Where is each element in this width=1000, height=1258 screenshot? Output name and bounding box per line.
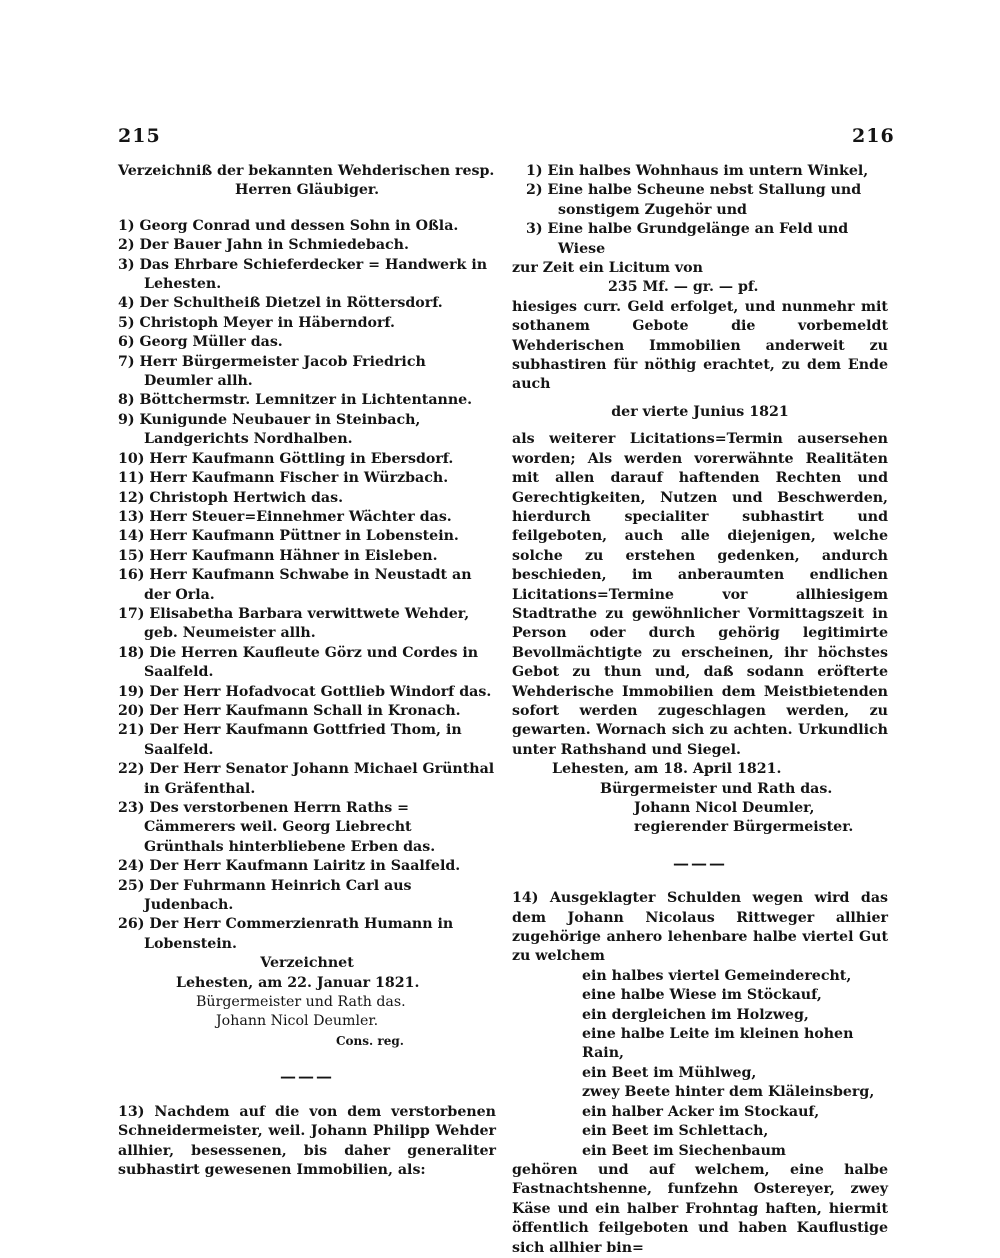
- creditor-entry: 6) Georg Müller das.: [118, 334, 283, 351]
- notice-13: 13) Nachdem auf die von dem verstorbenen Schneidermeister, weil. Johann Philipp Wehder allhier, besessenen, bis daher generaliter subhastirt gewesenen Immobilien, als:: [118, 1103, 496, 1178]
- holding-part: eine halbe Wiese im Stöckauf,: [582, 987, 822, 1004]
- creditor-entry: 22) Der Herr Senator Johann Michael Grünthal in Gräfenthal.: [118, 761, 495, 797]
- creditor-entry: 23) Des verstorbenen Herrn Raths = Cämmerers weil. Georg Liebrecht Grünthals hinterbliebene Erben das.: [118, 800, 436, 855]
- creditor-entry: 21) Der Herr Kaufmann Gottfried Thom, in Saalfeld.: [118, 722, 462, 758]
- section-divider-right: ———: [673, 853, 727, 873]
- creditor-entry: 4) Der Schultheiß Dietzel in Röttersdorf.: [118, 295, 443, 312]
- creditor-entry: 25) Der Fuhrmann Heinrich Carl aus Judenbach.: [118, 877, 412, 914]
- creditor-entry: 12) Christoph Hertwich das.: [118, 489, 344, 506]
- creditor-entry: 11) Herr Kaufmann Fischer in Würzbach.: [118, 470, 449, 487]
- authority-right: Bürgermeister und Rath das.: [600, 780, 833, 797]
- creditor-entry: 14) Herr Kaufmann Püttner in Lobenstein.: [118, 528, 459, 545]
- signer-left: Johann Nicol Deumler.: [216, 1013, 379, 1030]
- paragraph-1: hiesiges curr. Geld erfolget, und nunmehr mit sothanem Gebote die vorbemeldt Wehderischen Immobilien anderweit zu subhastiren für nöthig erachtet, zu dem Ende auch: [512, 298, 888, 393]
- notice-14: 14) Ausgeklagter Schulden wegen wird das dem Johann Nicolaus Rittweger allhier zugehörige anhero lehenbare halbe viertel Gut zu welchem: [512, 890, 888, 965]
- creditor-entry: 17) Elisabetha Barbara verwittwete Wehder, geb. Neumeister allh.: [118, 605, 470, 642]
- holding-part: ein Beet im Siechenbaum: [582, 1142, 786, 1159]
- creditor-entry: 13) Herr Steuer=Einnehmer Wächter das.: [118, 508, 452, 525]
- cons-reg: Cons. reg.: [336, 1033, 404, 1048]
- holding-part: ein Beet im Schlettach,: [582, 1123, 769, 1140]
- right-page-column: [512, 162, 888, 1258]
- creditor-entry: 19) Der Herr Hofadvocat Gottlieb Windorf das.: [118, 683, 492, 700]
- holding-part: eine halbe Leite im kleinen hohen Rain,: [582, 1026, 854, 1062]
- creditor-entry: 5) Christoph Meyer in Häberndorf.: [118, 314, 395, 331]
- left-page-column: [118, 162, 496, 1180]
- licitum-amount: 235 Mf. — gr. — pf.: [608, 279, 759, 296]
- signer-title-right: regierender Bürgermeister.: [634, 819, 854, 836]
- creditor-entry: 26) Der Herr Commerzienrath Humann in Lobenstein.: [118, 916, 454, 952]
- heading-line-2: Herren Gläubiger.: [234, 182, 380, 199]
- heading-line-1: Verzeichniß der bekannten Wehderischen resp.: [118, 163, 495, 179]
- section-divider-left: ———: [280, 1067, 334, 1087]
- property-item: 1) Ein halbes Wohnhaus im untern Winkel,: [526, 163, 869, 179]
- page-number-right: 216: [852, 125, 895, 147]
- creditor-entry: 1) Georg Conrad und dessen Sohn in Oßla.: [118, 217, 459, 234]
- place-date-right: Lehesten, am 18. April 1821.: [552, 761, 782, 778]
- creditor-entry: 7) Herr Bürgermeister Jacob Friedrich Deumler allh.: [118, 353, 426, 390]
- property-items: [512, 162, 888, 259]
- creditor-entry: 8) Böttchermstr. Lemnitzer in Lichtentanne.: [118, 392, 473, 409]
- signer-right: Johann Nicol Deumler,: [634, 800, 815, 816]
- creditor-entry: 18) Die Herren Kaufleute Görz und Cordes in Saalfeld.: [118, 644, 479, 681]
- holding-part: ein Beet im Mühlweg,: [582, 1064, 757, 1081]
- holding-part: zwey Beete hinter dem Kläleinsberg,: [582, 1084, 875, 1101]
- creditor-entry: 2) Der Bauer Jahn in Schmiedebach.: [118, 237, 409, 254]
- creditor-entry: 10) Herr Kaufmann Göttling in Ebersdorf.: [118, 450, 454, 467]
- place-date-left: Lehesten, am 22. Januar 1821.: [176, 974, 420, 991]
- verzeichnet-line: Verzeichnet: [260, 955, 354, 972]
- holding-part: ein dergleichen im Holzweg,: [582, 1006, 809, 1023]
- paragraph-3: gehören und auf welchem, eine halbe Fastnachtshenne, funfzehn Ostereyer, zwey Käse und ein halber Frohntag haften, hiermit öffentlich feilgeboten und haben Kauflustige sich allhier bin=: [512, 1161, 888, 1256]
- creditor-entry: 20) Der Herr Kaufmann Schall in Kronach.: [118, 702, 461, 719]
- creditor-entry: 16) Herr Kaufmann Schwabe in Neustadt an der Orla.: [118, 567, 472, 603]
- creditor-list: [118, 217, 496, 954]
- holding-parts-list: [512, 967, 888, 1161]
- creditor-entry: 9) Kunigunde Neubauer in Steinbach, Landgerichts Nordhalben.: [118, 411, 421, 448]
- creditor-list-heading: [118, 162, 496, 201]
- authority-left: Bürgermeister und Rath das.: [196, 994, 406, 1011]
- date-line: der vierte Junius 1821: [611, 403, 789, 420]
- paragraph-2: als weiterer Licitations=Termin ausersehen worden; Als werden vorerwähnte Realitäten mit allen darauf haftenden Rechten und Gerechtigkeiten, Nutzen und Beschwerden, hierdurch specialiter subhastirt und feilgeboten, auch alle diejenigen, welche solche zu erstehen gedenken, andurch beschieden, im anberaumten endlichen Licitations=Termine vor allhiesigem Stadtrathe zu gewöhnlicher Vormittagszeit in Person oder durch gehörig legitimirte Bevollmächtigte zu erscheinen, ihr höchstes Gebot zu thun und, daß sodann eröfterte Wehderische Immobilien dem Meistbietenden sofort werden zugeschlagen werden, zu gewarten. Wornach sich zu achten. Urkundlich unter Rathshand und Siegel.: [512, 431, 888, 758]
- property-item: 2) Eine halbe Scheune nebst Stallung und sonstigem Zugehör und: [526, 182, 862, 218]
- creditor-entry: 3) Das Ehrbare Schieferdecker = Handwerk in Lehesten.: [118, 256, 488, 293]
- licitum-intro: zur Zeit ein Licitum von: [512, 260, 703, 277]
- creditor-entry: 15) Herr Kaufmann Hähner in Eisleben.: [118, 547, 438, 564]
- property-item: 3) Eine halbe Grundgelänge an Feld und Wiese: [526, 221, 849, 257]
- page-number-left: 215: [118, 125, 161, 147]
- holding-part: ein halber Acker im Stockauf,: [582, 1103, 820, 1120]
- creditor-entry: 24) Der Herr Kaufmann Lairitz in Saalfeld.: [118, 858, 461, 875]
- holding-part: ein halbes viertel Gemeinderecht,: [582, 967, 852, 984]
